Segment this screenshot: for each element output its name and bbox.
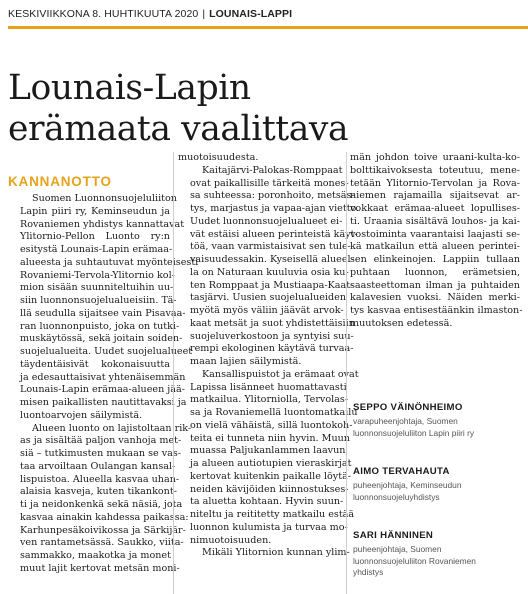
text-line: tetään Ylitornio-Tervolan ja Rova- [350, 177, 520, 189]
signature-name: AIMO TERVAHAUTA [353, 466, 450, 477]
text-line: Lapissa lisänneet huomattavasti [190, 381, 347, 393]
text-line: on vielä vähäistä, sillä luontokoh- [190, 419, 353, 431]
issue-date: KESKIVIIKKONA 8. HUHTIKUUTA 2020 [8, 8, 199, 20]
text-line: nimuotoisuuden. [190, 534, 272, 546]
article-kicker: KANNANOTTO [8, 174, 112, 189]
signature-role-line: puheenjohtaja, Suomen [353, 544, 442, 554]
text-line: neiden kävijöiden kiinnostukses- [190, 483, 349, 495]
text-line: maan lajien säilymistä. [190, 356, 302, 367]
text-line: vaisuudessakin. Kyseisellä alueel- [190, 254, 354, 265]
signature-role [353, 544, 521, 579]
headline-line: Lounais-Lapin [8, 68, 251, 108]
text-line: kasvaa ainakin kahdessa paikassa: [20, 511, 189, 523]
body-paragraph [8, 422, 192, 576]
body-paragraph [178, 368, 359, 548]
text-line: rempi ekologinen käytävä turvaa- [190, 343, 354, 355]
text-line: tys, marjastus ja vapaa-ajan vietto. [190, 203, 360, 214]
body-paragraph [178, 547, 350, 560]
text-line: tys kasvaa entisestäänkin ilmaston- [350, 305, 523, 316]
signature-name: SEPPO VÄINÖNHEIMO [353, 402, 463, 413]
text-line: Lapin piiri ry, Keminseudun ja [20, 205, 170, 217]
text-line: kalavesien vuoksi. Näiden merki- [350, 292, 520, 304]
body-column-2 [178, 152, 360, 560]
text-line: puhtaan luonnon, erämetsien, [350, 266, 520, 278]
text-line: tasjärvi. Uusien suojelualueiden [190, 292, 347, 304]
signature-role-line: luonnonsuojeluliiton Lapin piiri ry [353, 427, 475, 438]
body-paragraph [8, 193, 199, 423]
text-line: mion sisään suunniteltuihin uu- [20, 282, 174, 294]
text-line: luonnon kulumista ja turvaa mo- [190, 521, 348, 533]
text-line: kä matkailun että alueen perintei- [350, 241, 520, 253]
text-line: muutoksen edetessä. [350, 317, 453, 329]
text-line: täydentäisivät kokonaisuutta [20, 358, 170, 370]
text-line: Alueen luonto on lajistoltaan rik- [32, 422, 192, 434]
signature-role-line: luonnonsuojeluyhdistys [353, 491, 440, 502]
signature-role [353, 480, 521, 503]
header-separator: | [202, 8, 206, 20]
text-line: Suomen Luonnonsuojeluliiton [32, 193, 177, 204]
text-line: ti. Uraania sisältävä louhos- ja kai- [350, 215, 520, 227]
text-line: Mikäli Ylitornion kunnan ylim- [202, 547, 350, 559]
text-line: esitystä Lounais-Lapin erämaa- [20, 244, 173, 255]
text-line: Uudet luonnonsuojelualueet ei- [190, 215, 343, 227]
text-line: luontoarvojen säilymistä. [20, 409, 143, 421]
signature-role-line: puheenjohtaja, Keminseudun [353, 480, 462, 490]
article-headline [8, 68, 408, 150]
header-rule [8, 26, 528, 29]
text-line: taa arvoiltaan Oulangan kansal- [20, 460, 176, 472]
column-divider [173, 152, 174, 594]
text-line: bolttikaivoksesta toteutuu, mene- [350, 164, 520, 176]
body-paragraph [178, 164, 360, 369]
signature-block [353, 402, 521, 439]
text-line: Kansallispuistot ja erämaat ovat [202, 368, 359, 380]
signature-name: SARI HÄNNINEN [353, 530, 434, 541]
text-line: kertovat kuitenkin paikalle löytä- [190, 470, 352, 482]
text-line: Lounais-Lapin erämaa-alueen jää- [20, 384, 185, 396]
text-line: niemen rajamailla sijaitsevat ar- [350, 190, 520, 202]
text-line: vokkaat erämaa-alueet lopullises- [350, 203, 520, 214]
text-line: ten Romppaat ja Mustiaapa-Kaat- [190, 279, 354, 291]
text-line: kaat metsät ja suot yhdistettäisiin [190, 317, 355, 329]
text-line: la on Naturaan kuuluvia osia ku- [190, 266, 349, 278]
body-column-1 [8, 193, 199, 576]
text-line: sammakko, maakotka ja monet [20, 550, 171, 561]
text-line: sa suhteessa: poronhoito, metsäs- [190, 190, 355, 202]
text-line: alaisia kasveja, kuten tikankont- [20, 486, 177, 498]
text-line: ven rantametsässä. Saukko, viita- [20, 537, 184, 549]
text-line: suojeluverkostoon ja syntyisi suu- [190, 330, 354, 342]
text-line: muskäytössä, sekä joitain soiden- [20, 333, 183, 345]
text-line: niteltu ja reititetty matkailu estää [190, 509, 355, 520]
body-paragraph [350, 152, 523, 331]
body-paragraph [178, 152, 342, 165]
text-line: lispuistoa. Alueella kasvaa uhan- [20, 473, 180, 485]
signature-role-line: varapuheenjohtaja, Suomen [353, 416, 458, 426]
text-line: män johdon toive uraani-kulta-ko- [350, 152, 520, 163]
text-line: siin luonnonsuojelualueisiin. Tä- [20, 295, 177, 306]
text-line: ta aluetta kohtaan. Hyvin suun- [190, 496, 344, 508]
text-line: suojelualueita. Uudet suojelualueet [20, 346, 193, 357]
text-line: muotoisuudesta. [178, 152, 259, 163]
column-divider [346, 152, 347, 594]
section-name: LOUNAIS-LAPPI [209, 8, 293, 20]
text-line: Rovaniemen yhdistys kannattavat [20, 218, 185, 230]
text-line: vät estäisi alueen perinteistä käyt- [190, 228, 358, 240]
text-line: Rovaniemi-Tervola-Ylitornio kol- [20, 269, 175, 281]
text-line: saasteettoman ilman ja puhtaiden [350, 279, 520, 291]
headline-line: erämaata vaalittava [8, 109, 349, 149]
signature-block [353, 466, 521, 503]
text-line: Kaitajärvi-Palokas-Romppaat [202, 164, 343, 176]
signature-block [353, 530, 521, 579]
text-line: muassa Paljukanlammen laavun [190, 445, 346, 457]
signature-role-line: yhdistys [353, 567, 384, 577]
text-line: ran luonnonpuisto, joka on tutki- [20, 320, 180, 332]
page-header [8, 3, 520, 25]
text-line: misen paikallisten nautittavaksi ja [20, 397, 187, 408]
signature-role-line: luonnonsuojeluliiton Rovaniemen [353, 555, 476, 566]
text-line: muut lajit kertovat metsän moni- [20, 562, 180, 574]
text-line: sen elinkeinojen. Lappiin tullaan [350, 254, 520, 265]
text-line: ovat paikallisille tärkeitä mones- [190, 177, 349, 189]
text-line: ti ja neidonkenkä sekä näsiä, jota [20, 499, 183, 510]
text-line: myötä myös väliin jäävät arvok- [190, 305, 344, 316]
text-line: teita ei tunneta niin hyvin. Muun [190, 432, 350, 444]
text-line: ja edesauttaisivat yhtenäisemmän [20, 371, 186, 383]
text-line: matkailua. Ylitorniolla, Tervolas- [190, 394, 349, 406]
text-line: töä, vaan varmistaisivat sen tule- [190, 241, 351, 253]
text-line: siä – tutkimusten mukaan se vas- [20, 448, 182, 459]
text-line: llä seudulla sijaitsee vain Pisavaa- [20, 307, 186, 319]
text-line: ja alueen autiotupien vieraskirjat [190, 458, 352, 469]
body-column-3 [350, 152, 523, 331]
text-line: as ja sisältää paljon vanhoja met- [20, 435, 182, 447]
text-line: vostoiminta vaarantaisi laajasti se- [350, 228, 520, 240]
text-line: Ylitornio-Pellon Luonto ry:n [20, 231, 170, 243]
text-line: sa ja Rovaniemellä luontomatkailu [190, 407, 358, 418]
text-line: alueesta ja suhtautuvat myönteisesti [20, 256, 199, 268]
text-line: Karhunpesäkoivikossa ja Särkijär- [20, 524, 186, 536]
signature-role [353, 416, 521, 439]
